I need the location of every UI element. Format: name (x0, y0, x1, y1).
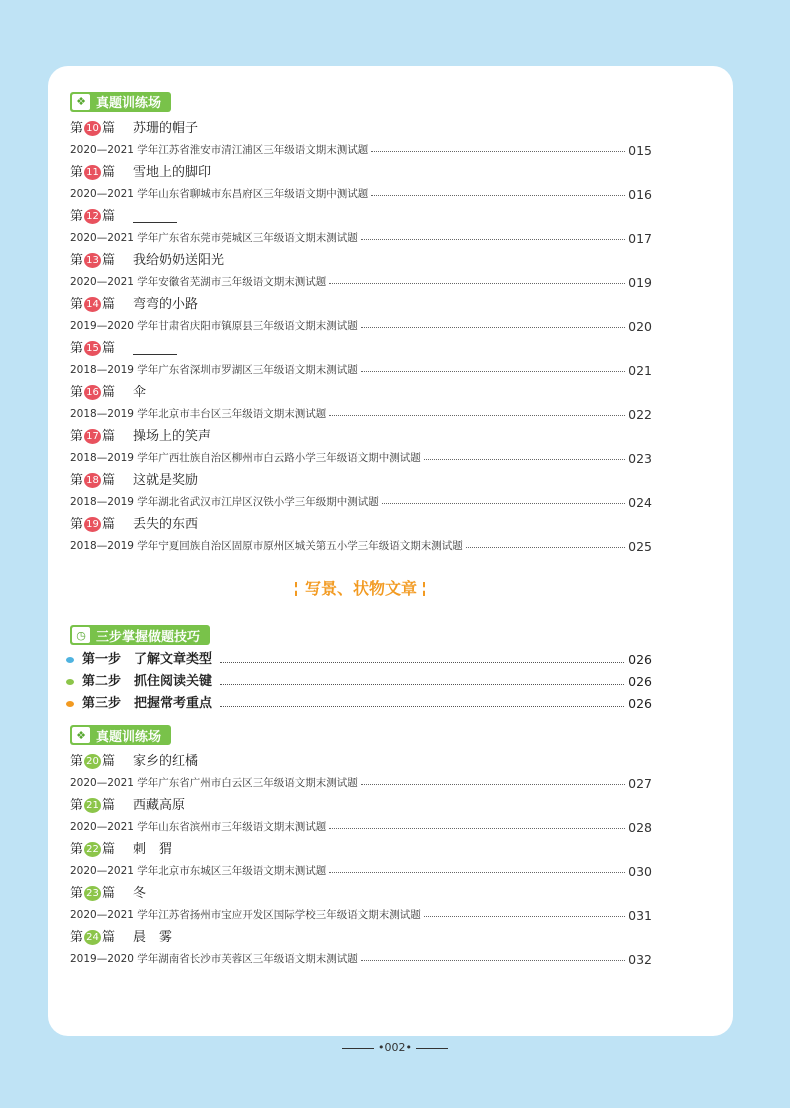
skills-badge (70, 625, 210, 645)
entry-page: 032 (628, 952, 652, 967)
entry-number-badge: 12 (84, 209, 101, 224)
entry-source-row[interactable] (70, 359, 652, 382)
entry-suffix: 篇 (102, 120, 116, 136)
dot-leader (329, 283, 625, 284)
entry-title: 我给奶奶送阳光 (133, 252, 225, 268)
footer-line-right (416, 1048, 448, 1049)
entry-source-row[interactable] (70, 772, 652, 795)
entry-source-row[interactable] (70, 183, 652, 206)
entry-title-row[interactable] (70, 250, 652, 271)
entry-number-badge: 19 (84, 517, 101, 532)
entry-page: 020 (628, 318, 652, 334)
entry-page: 023 (628, 450, 652, 466)
entry-page: 021 (628, 362, 652, 378)
entry-prefix: 第 (70, 120, 84, 136)
entry-title-row[interactable] (70, 426, 652, 447)
dot-leader (382, 503, 625, 504)
entry-page: 015 (628, 142, 652, 158)
entry-source-row[interactable] (70, 904, 652, 927)
entry-suffix: 篇 (102, 472, 116, 488)
entry-source: 2019—2020 学年湖南省长沙市芙蓉区三年级语文期末测试题 (70, 953, 358, 965)
entry-source-row[interactable] (70, 447, 652, 470)
heading-right-bar (423, 582, 427, 596)
entry-title: 操场上的笑声 (133, 428, 212, 444)
entry-number-badge: 10 (84, 121, 101, 136)
entry-source-row[interactable] (70, 816, 652, 839)
dot-leader (220, 706, 624, 707)
entry-source-row[interactable] (70, 860, 652, 883)
entry-number (70, 426, 115, 447)
entry-suffix: 篇 (102, 886, 116, 901)
entry-source-row[interactable] (70, 535, 652, 558)
entry-number-badge: 11 (84, 165, 101, 180)
dot-leader (361, 239, 625, 240)
entry-number (70, 338, 115, 359)
entry-source: 2019—2020 学年甘肃省庆阳市镇原县三年级语文期末测试题 (70, 319, 358, 332)
entry-source: 2018—2019 学年北京市丰台区三年级语文期末测试题 (70, 407, 327, 420)
entry-number (70, 751, 115, 772)
entry-title-blank (133, 210, 177, 223)
entry-source: 2020—2021 学年广东省东莞市莞城区三年级语文期末测试题 (70, 231, 358, 244)
entry-title-row[interactable] (70, 294, 652, 315)
clock-icon: ◷ (72, 627, 90, 643)
entry-source-row[interactable] (70, 139, 652, 162)
entry-source-row[interactable] (70, 227, 652, 250)
entry-prefix: 第 (70, 340, 84, 356)
entry-suffix: 篇 (102, 516, 116, 532)
entry-prefix: 第 (70, 516, 84, 532)
entry-page: 027 (628, 776, 652, 791)
section-heading-text: 写景、状物文章 (304, 578, 417, 598)
step-page: 026 (628, 652, 652, 667)
entry-page: 025 (628, 538, 652, 554)
dot-leader (361, 327, 625, 328)
entry-number-badge: 16 (84, 385, 101, 400)
entry-suffix: 篇 (102, 428, 116, 444)
dot-leader (424, 459, 625, 460)
entry-source: 2020—2021 学年江苏省淮安市清江浦区三年级语文期末测试题 (70, 143, 369, 156)
entry-title: 冬 (133, 886, 147, 901)
entry-title: 晨 雾 (133, 930, 173, 945)
entry-suffix: 篇 (102, 208, 116, 224)
entry-number (70, 470, 115, 491)
entry-number-badge: 24 (84, 930, 101, 945)
book-icon: ❖ (72, 727, 90, 743)
entry-source: 2018—2019 学年广西壮族自治区柳州市白云路小学三年级语文期中测试题 (70, 451, 421, 464)
entry-source: 2020—2021 学年北京市东城区三年级语文期末测试题 (70, 865, 327, 877)
step-bullet (66, 657, 74, 663)
entry-number-badge: 14 (84, 297, 101, 312)
entry-title-row[interactable] (70, 883, 652, 904)
entry-prefix: 第 (70, 754, 84, 769)
entry-title: 丢失的东西 (133, 516, 199, 532)
entry-prefix: 第 (70, 798, 84, 813)
entry-title-row[interactable] (70, 338, 652, 359)
entry-number (70, 118, 115, 139)
entry-suffix: 篇 (102, 384, 116, 400)
entry-number-badge: 18 (84, 473, 101, 488)
entry-title: 伞 (133, 384, 147, 400)
step-label: 第一步 了解文章类型 (82, 652, 213, 667)
dot-leader (329, 872, 625, 873)
entry-suffix: 篇 (102, 754, 116, 769)
entry-title-row[interactable] (70, 839, 652, 860)
entry-suffix: 篇 (102, 798, 116, 813)
badge-label: 三步掌握做题技巧 (96, 629, 201, 645)
entry-page: 016 (628, 186, 652, 202)
entry-source: 2018—2019 学年湖北省武汉市江岸区汉铁小学三年级期中测试题 (70, 495, 379, 508)
entry-title: 雪地上的脚印 (133, 164, 212, 180)
entry-source-row[interactable] (70, 315, 652, 338)
dot-leader (361, 371, 625, 372)
entry-number (70, 250, 115, 271)
entry-title: 家乡的红橘 (133, 754, 199, 769)
entry-title: 西藏高原 (133, 798, 186, 813)
entry-page: 022 (628, 406, 652, 422)
entry-suffix: 篇 (102, 252, 116, 268)
step-page: 026 (628, 674, 652, 689)
dot-leader (329, 828, 625, 829)
entry-prefix: 第 (70, 930, 84, 945)
practice-badge-1 (70, 92, 171, 112)
step-label: 第三步 把握常考重点 (82, 696, 213, 711)
book-icon: ❖ (72, 94, 90, 110)
entry-title-row[interactable] (70, 927, 652, 948)
dot-leader (361, 960, 625, 961)
entry-number-badge: 23 (84, 886, 101, 901)
entry-number-badge: 21 (84, 798, 101, 813)
step-bullet (66, 701, 74, 707)
dot-leader (371, 195, 625, 196)
step-page: 026 (628, 696, 652, 711)
entry-number-badge: 15 (84, 341, 101, 356)
entry-suffix: 篇 (102, 340, 116, 356)
entry-source-row[interactable] (70, 491, 652, 514)
page-footer: •002• (0, 1041, 790, 1054)
step-label: 第二步 抓住阅读关键 (82, 674, 213, 689)
entry-prefix: 第 (70, 208, 84, 224)
entry-title: 弯弯的小路 (133, 296, 199, 312)
page-number: 002 (384, 1041, 406, 1054)
entry-number-badge: 20 (84, 754, 101, 769)
entry-source-row[interactable] (70, 948, 652, 971)
step-row[interactable] (66, 649, 652, 671)
entry-prefix: 第 (70, 842, 84, 857)
dot-leader (424, 916, 625, 917)
entry-page: 028 (628, 820, 652, 835)
toc-content (70, 90, 652, 971)
section1-list (70, 118, 652, 558)
entry-title-blank (133, 342, 177, 355)
practice-badge-2 (70, 725, 171, 745)
entry-title-row[interactable] (70, 470, 652, 491)
entry-number (70, 206, 115, 227)
entry-title: 刺 猬 (133, 842, 173, 857)
entry-source: 2020—2021 学年山东省聊城市东昌府区三年级语文期中测试题 (70, 187, 369, 200)
badge-label: 真题训练场 (96, 729, 162, 745)
entry-number (70, 294, 115, 315)
entry-number-badge: 17 (84, 429, 101, 444)
steps-list (66, 649, 652, 715)
entry-suffix: 篇 (102, 930, 116, 945)
entry-number-badge: 22 (84, 842, 101, 857)
entry-source: 2018—2019 学年宁夏回族自治区固原市原州区城关第五小学三年级语文期末测试题 (70, 539, 463, 552)
step-bullet (66, 679, 74, 685)
entry-prefix: 第 (70, 252, 84, 268)
entry-source: 2020—2021 学年安徽省芜湖市三年级语文期末测试题 (70, 275, 327, 288)
entry-source: 2018—2019 学年广东省深圳市罗湖区三年级语文期末测试题 (70, 363, 358, 376)
dot-leader (361, 784, 625, 785)
entry-source: 2020—2021 学年山东省滨州市三年级语文期末测试题 (70, 821, 327, 833)
entry-page: 024 (628, 494, 652, 510)
dot-leader (220, 684, 624, 685)
step-row[interactable] (66, 693, 652, 715)
entry-page: 031 (628, 908, 652, 923)
entry-title: 苏珊的帽子 (133, 120, 199, 136)
entry-number (70, 927, 115, 948)
entry-title-row[interactable] (70, 118, 652, 139)
entry-source: 2020—2021 学年广东省广州市白云区三年级语文期末测试题 (70, 777, 358, 789)
entry-suffix: 篇 (102, 164, 116, 180)
entry-prefix: 第 (70, 886, 84, 901)
entry-suffix: 篇 (102, 296, 116, 312)
entry-title: 这就是奖励 (133, 472, 199, 488)
entry-number (70, 162, 115, 183)
entry-prefix: 第 (70, 428, 84, 444)
section2-list (70, 751, 652, 971)
step-row[interactable] (66, 671, 652, 693)
dot-leader (466, 547, 625, 548)
entry-source: 2020—2021 学年江苏省扬州市宝应开发区国际学校三年级语文期末测试题 (70, 909, 421, 921)
entry-number (70, 795, 115, 816)
entry-title-row[interactable] (70, 382, 652, 403)
entry-title-row[interactable] (70, 162, 652, 183)
section-heading (70, 576, 652, 602)
entry-prefix: 第 (70, 296, 84, 312)
entry-number (70, 382, 115, 403)
entry-number (70, 883, 115, 904)
footer-line-left (342, 1048, 374, 1049)
heading-left-bar (295, 582, 299, 596)
entry-number (70, 839, 115, 860)
entry-prefix: 第 (70, 384, 84, 400)
entry-page: 019 (628, 274, 652, 290)
entry-prefix: 第 (70, 164, 84, 180)
entry-prefix: 第 (70, 472, 84, 488)
entry-suffix: 篇 (102, 842, 116, 857)
entry-page: 017 (628, 230, 652, 246)
entry-title-row[interactable] (70, 514, 652, 535)
entry-title-row[interactable] (70, 795, 652, 816)
dot-leader (220, 662, 624, 663)
entry-number (70, 514, 115, 535)
dot-leader (371, 151, 625, 152)
entry-source-row[interactable] (70, 271, 652, 294)
badge-label: 真题训练场 (96, 96, 162, 111)
entry-source-row[interactable] (70, 403, 652, 426)
entry-number-badge: 13 (84, 253, 101, 268)
dot-leader (329, 415, 625, 416)
entry-page: 030 (628, 864, 652, 879)
entry-title-row[interactable] (70, 751, 652, 772)
entry-title-row[interactable] (70, 206, 652, 227)
